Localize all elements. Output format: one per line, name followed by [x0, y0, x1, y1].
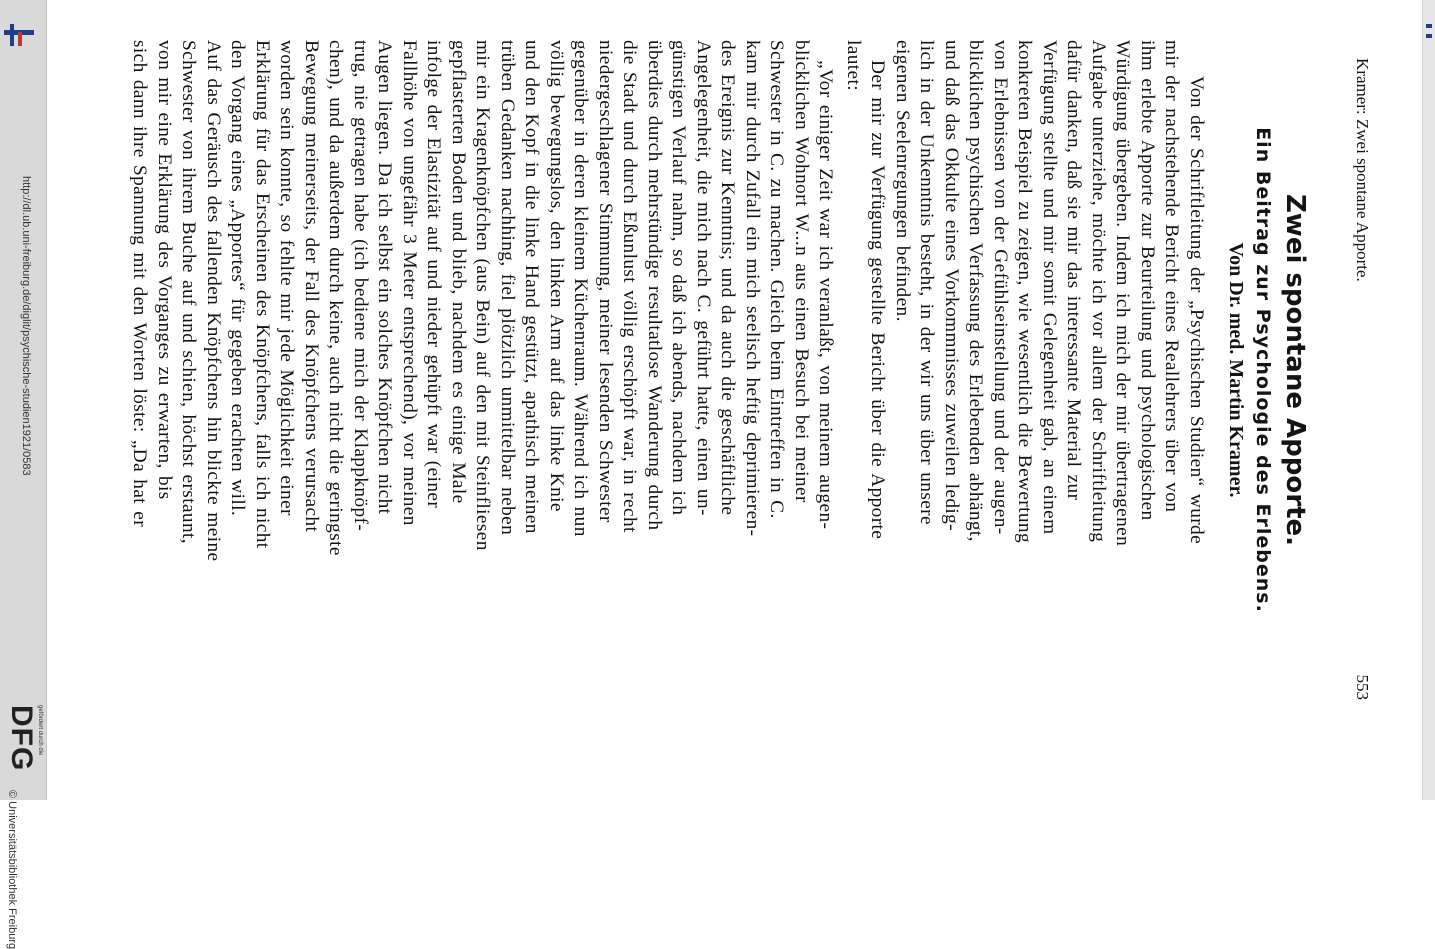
- article-author: Von Dr. med. Martin Kramer.: [1225, 242, 1247, 498]
- body-line: chen), und da außerdem durch keine, auch nicht die geringste: [325, 40, 347, 556]
- body-line: Angelegenheit, die mich nach C. geführt hatte, einen un-: [693, 40, 714, 516]
- body-line: sich dann ihre Spannung mit den Worten löste: „Da hat er: [129, 40, 151, 528]
- body-line: mir ein Kragenknöpfchen (aus Bein) auf den mit Steinfliesen: [472, 40, 494, 551]
- copyright-notice: © Universitätsbibliothek Freiburg: [6, 790, 18, 949]
- body-line: niedergeschlagener Stimmung, meiner lesenden Schwester: [595, 40, 616, 523]
- right-strip-marker-icon: [1426, 34, 1432, 38]
- body-line: ihm erlebte Apporte zur Beurteilung und psychologischen: [1137, 40, 1158, 521]
- viewer-left-strip: [0, 0, 47, 949]
- page-number: 553: [1353, 674, 1372, 700]
- body-line: gepflasterten Boden und blieb, nachdem es einige Male: [448, 40, 469, 504]
- viewer-right-strip: [1422, 0, 1435, 800]
- body-line: lich in der Unkenntnis besteht, in der wir uns über unsere: [916, 40, 938, 525]
- running-header: [1348, 40, 1372, 700]
- body-line: kam mir durch Zufall ein mich seelisch heftig deprimieren-: [742, 40, 763, 537]
- body-line: blicklichen Wohnort W...n aus einen Besuch bei meiner: [791, 40, 812, 503]
- body-line: Erklärung für das Erscheinen des Knöpfchens, falls ich nicht: [252, 40, 273, 549]
- body-line: Verfügung stellte und mir somit Gelegenheit gab, an einem: [1039, 40, 1060, 535]
- body-line: gegenüber in deren kleinem Küchenraum. Während ich nun: [570, 40, 592, 537]
- body-line: Würdigung übergeben. Indem ich mich der mir übertragenen: [1112, 40, 1134, 547]
- body-line: lautet:: [843, 40, 864, 91]
- source-url[interactable]: http://dl.ub.uni-freiburg.de/diglit/psychische-studien1921/0583: [20, 176, 32, 476]
- body-line: Der mir zur Verfügung gestellte Bericht über die Apporte: [867, 60, 889, 540]
- body-line: Schwester in C. zu machen. Gleich beim Eintreffen in C.: [766, 40, 788, 519]
- body-line: Von der Schriftleitung der „Psychischen Studien“ wurde: [1186, 76, 1207, 545]
- library-logo-icon: [2, 20, 36, 50]
- body-line: günstigen Verlauf nahm, so daß ich abends, nachdem ich: [668, 40, 690, 516]
- body-line: mir der nachstehende Bericht eines Reallehrers über von: [1161, 40, 1183, 513]
- body-line: und daß das Okkulte eines Vorkommnisses zuweilen ledig-: [941, 40, 962, 532]
- body-line: blicklichen psychischen Verfassung des Erlebenden abhängt,: [965, 40, 987, 542]
- body-line: überdies durch mehrstündige resultatlose Wanderung durch: [644, 40, 665, 531]
- funder-note: gefördert durch die: [37, 705, 43, 756]
- body-line: dafür danken, daß sie mir das interessante Material zur: [1063, 40, 1085, 501]
- body-line: und den Kopf in die linke Hand gestützt, apathisch meinen: [521, 40, 543, 534]
- body-line: konkreten Beispiel zu zeigen, wie wesentlich die Bewertung: [1014, 40, 1036, 544]
- body-line: völlig bewegungslos, den linken Arm auf das linke Knie: [546, 40, 567, 512]
- body-line: von Erlebnissen von der Gefühlseinstellung und der augen-: [990, 40, 1011, 535]
- body-line: Auf das Geräusch des fallenden Knöpfchens hin blickte meine: [203, 40, 224, 562]
- right-strip-marker-icon: [1426, 24, 1432, 28]
- body-line: Bewegung meinerseits, der Fall des Knöpfchens verursacht: [301, 40, 322, 533]
- body-line: die Stadt und durch Eßunlust völlig erschöpft war, in recht: [619, 40, 641, 533]
- body-line: Aufgabe unterziehe, möchte ich vor allem der Schriftleitung: [1088, 40, 1109, 543]
- body-line: Augen liegen. Da ich selbst ein solches Knöpfchen nicht: [374, 40, 396, 515]
- body-line: von mir eine Erklärung des Vorganges zu erwarten, bis: [154, 40, 175, 500]
- article-subtitle: Ein Beitrag zur Psychologie des Erlebens.: [1252, 127, 1274, 613]
- body-line: worden sein konnte, so fehlte mir jede Möglichkeit einer: [276, 40, 298, 516]
- body-line: trug, nie getragen habe (ich bediene mich der Klappknöpf-: [350, 40, 371, 532]
- article-title: Zwei spontane Apporte.: [1280, 193, 1310, 547]
- body-line: Schwester von ihrem Buche auf und schien, höchst erstaunt,: [178, 40, 200, 544]
- body-line: trüben Gedanken nachhing, fiel plötzlich unmittelbar neben: [497, 40, 518, 536]
- dfg-logo: DFG: [5, 705, 38, 772]
- body-line: infolge der Elastizität auf und nieder gehüpft war (einer: [423, 40, 445, 509]
- running-header-title: Kramer: Zwei spontane Apporte.: [1353, 58, 1372, 282]
- body-line: eigenen Seelenregungen befinden.: [892, 40, 913, 322]
- body-line: des Ereignis zur Kenntnis; und da auch die geschäftliche: [717, 40, 739, 516]
- scanned-page: [129, 40, 1372, 740]
- body-line: Fallhöhe von ungefähr 3 Meter entsprechend), vor meinen: [399, 40, 420, 526]
- body-line: den Vorgang eines „Apportes“ für gegeben erachten will.: [227, 40, 249, 517]
- body-line: „Vor einiger Zeit war ich veranlaßt, von meinem augen-: [815, 60, 837, 530]
